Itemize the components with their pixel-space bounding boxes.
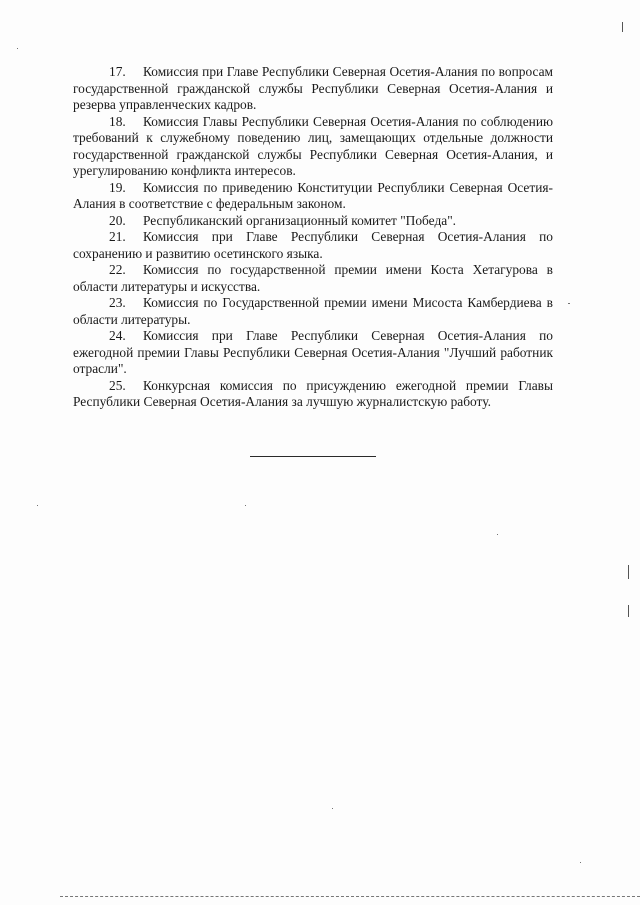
scan-artifact [332, 808, 333, 809]
item-number: 20. [109, 212, 126, 228]
list-item [73, 213, 553, 230]
scan-artifact [628, 565, 629, 579]
item-text: Комиссия при Главе Республики Северная Осетия-Алания по ежегодной премии Главы Республики Северная Осетия-Алания "Лучший работник отрасли". [73, 328, 553, 376]
scan-artifact [622, 22, 623, 32]
scan-artifact [580, 862, 581, 863]
item-number: 21. [109, 229, 126, 244]
item-text: Республиканский организационный комитет "Победа". [143, 212, 457, 228]
end-separator-line [250, 456, 376, 457]
scan-artifact [245, 505, 246, 506]
list-item [73, 378, 553, 411]
scan-artifact [497, 534, 498, 535]
item-text: Комиссия при Главе Республики Северная Осетия-Алания по вопросам государственной гражданской службы Республики Северная Осетия-Алания и резерва управленческих кадров. [73, 64, 553, 112]
scan-artifact [17, 48, 18, 49]
scan-artifact [37, 505, 38, 506]
list-item [73, 114, 553, 180]
list-item [73, 295, 553, 328]
list-item [73, 180, 553, 213]
item-number: 19. [109, 179, 126, 195]
item-number: 22. [109, 262, 126, 277]
item-text: Конкурсная комиссия по присуждению ежегодной премии Главы Республики Северная Осетия-Алания за лучшую журналистскую работу. [73, 377, 553, 409]
item-text: Комиссия Главы Республики Северная Осетия-Алания по соблюдению требований к служебному поведению лиц, замещающих отдельные должности государственной гражданской службы Республики Северная Осетия-Алания, и урегулированию конфликта интересов. [73, 113, 553, 178]
item-number: 18. [109, 113, 126, 129]
scan-artifact [628, 605, 629, 617]
scan-artifact [568, 303, 570, 304]
item-text: Комиссия при Главе Республики Северная Осетия-Алания по сохранению и развитию осетинского языка. [73, 229, 553, 261]
list-item [73, 229, 553, 262]
commission-list [73, 64, 553, 411]
scan-artifact [60, 896, 640, 900]
list-item [73, 262, 553, 295]
item-number: 24. [109, 328, 126, 343]
item-number: 23. [109, 295, 126, 310]
item-number: 25. [109, 377, 126, 393]
list-item [73, 64, 553, 114]
item-text: Комиссия по Государственной премии имени Мисоста Камбердиева в области литературы. [73, 295, 553, 327]
item-text: Комиссия по приведению Конституции Республики Северная Осетия-Алания в соответствие с федеральным законом. [73, 179, 553, 211]
list-item [73, 328, 553, 378]
item-text: Комиссия по государственной премии имени Коста Хетагурова в области литературы и искусства. [73, 262, 553, 294]
item-number: 17. [109, 64, 126, 79]
